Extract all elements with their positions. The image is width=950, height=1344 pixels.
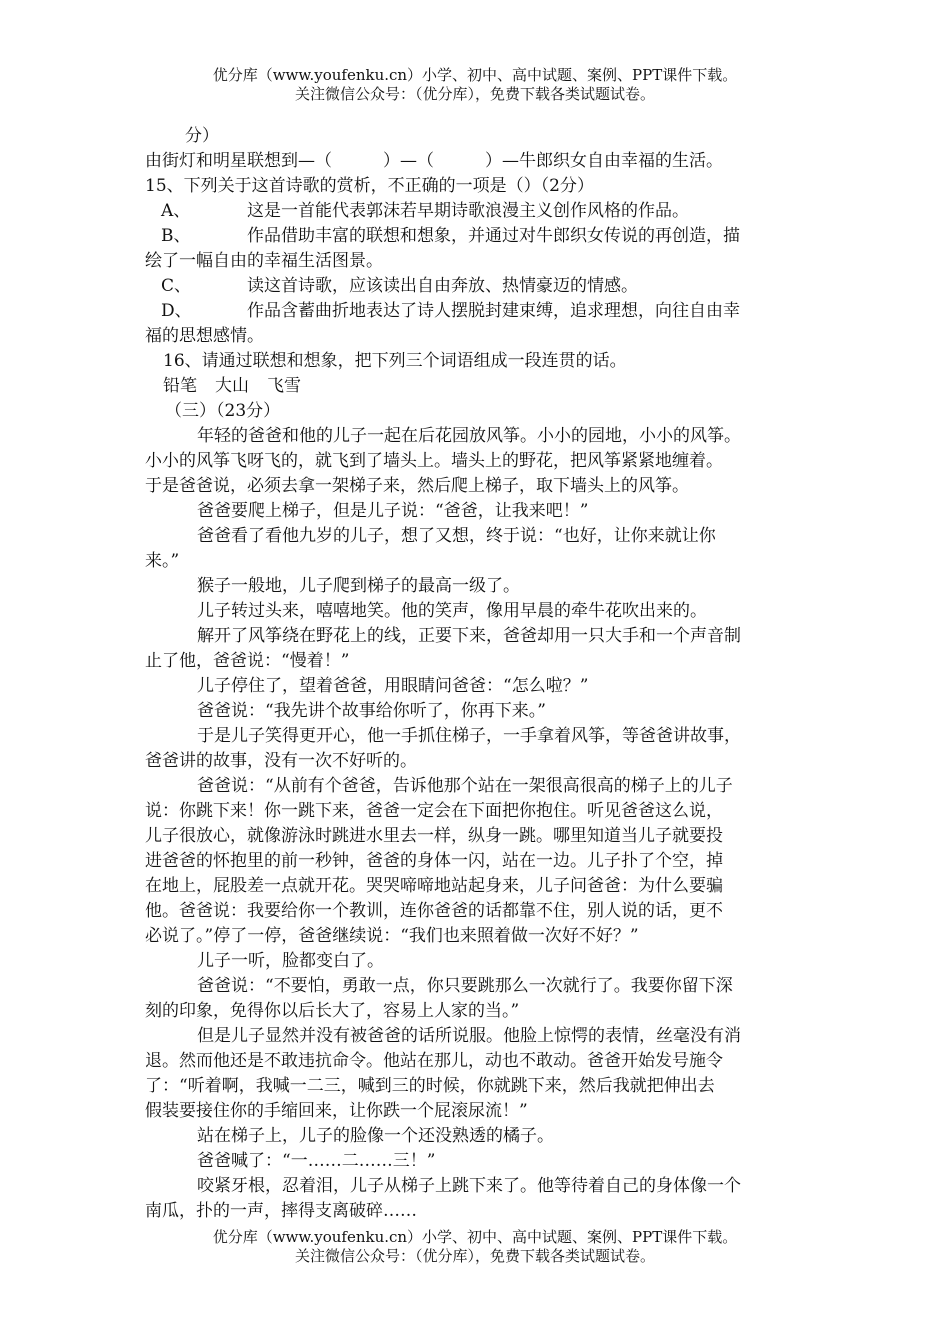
passage-line: 站在梯子上，儿子的脸像一个还没熟透的橘子。 [197,1126,554,1146]
passage-line: 咬紧牙根，忍着泪，儿子从梯子上跳下来了。他等待着自己的身体像一个 [197,1176,741,1196]
passage-line: 假装要接住你的手缩回来，让你跌一个屁滚尿流！” [145,1101,528,1121]
page-header [0,66,950,104]
passage-line: 于是爸爸说，必须去拿一架梯子来，然后爬上梯子，取下墙头上的风筝。 [145,476,689,496]
passage-line: 猴子一般地，儿子爬到梯子的最高一级了。 [197,576,520,596]
passage-line: 儿子很放心，就像游泳时跳进水里去一样，纵身一跳。哪里知道当儿子就要投 [145,826,723,846]
passage-line: 说：你跳下来！你一跳下来，爸爸一定会在下面把你抱住。听见爸爸这么说， [145,801,723,821]
passage-line: 在地上，屁股差一点就开花。哭哭啼啼地站起身来，儿子问爸爸：为什么要骗 [145,876,723,896]
passage-line: 儿子一听，脸都变白了。 [197,951,384,971]
question-15-stem: 15、下列关于这首诗歌的赏析，不正确的一项是（）（2分） [145,176,594,196]
passage-line: 爸爸讲的故事，没有一次不好听的。 [145,751,417,771]
option-b-continued: 绘了一幅自由的幸福生活图景。 [145,251,383,271]
footer-line-2: 关注微信公众号：（优分库），免费下载各类试题试卷。 [294,1247,655,1265]
passage-line: 必说了。”停了一停，爸爸继续说：“我们也来照着做一次好不好？” [145,926,639,946]
option-label: B、 [161,226,191,246]
passage-line: 爸爸说：“从前有个爸爸，告诉他那个站在一架很高很高的梯子上的儿子 [197,776,733,796]
word-2: 大山 [215,376,249,396]
passage-line: 爸爸要爬上梯子，但是儿子说：“爸爸，让我来吧！” [197,501,589,521]
word-1: 铅笔 [163,376,197,396]
option-c [145,274,807,299]
passage-line: 爸爸说：“我先讲个故事给你听了，你再下来。” [197,701,546,721]
passage-line: 了：“听着啊，我喊一二三，喊到三的时候，你就跳下来，然后我就把伸出去 [145,1076,715,1096]
option-a [145,199,807,224]
option-text: 这是一首能代表郭沫若早期诗歌浪漫主义创作风格的作品。 [247,201,689,221]
passage-line: 止了他，爸爸说：“慢着！” [145,651,350,671]
passage-line: 于是儿子笑得更开心，他一手抓住梯子，一手拿着风筝，等爸爸讲故事， [197,726,741,746]
option-text: 作品借助丰富的联想和想象，并通过对牛郎织女传说的再创造，描 [247,226,740,246]
option-label: D、 [161,301,192,321]
option-b [145,224,807,249]
option-d-continued: 福的思想感情。 [145,326,264,346]
header-line-2: 关注微信公众号：（优分库），免费下载各类试题试卷。 [294,85,655,103]
document-body [145,124,807,1224]
passage-line: 小小的风筝飞呀飞的，就飞到了墙头上。墙头上的野花，把风筝紧紧地缠着。 [145,451,723,471]
word-3: 飞雪 [267,376,301,396]
option-label: C、 [161,276,192,296]
header-line-1: 优分库（www.youfenku.cn）小学、初中、高中试题、案例、PPT课件下载。 [212,66,738,84]
question-16-words [145,374,807,399]
passage-line: 进爸爸的怀抱里的前一秒钟，爸爸的身体一闪，站在一边。儿子扑了个空，掉 [145,851,723,871]
option-d [145,299,807,324]
option-label: A、 [161,201,191,221]
passage-line: 解开了风筝绕在野花上的线，正要下来，爸爸却用一只大手和一个声音制 [197,626,741,646]
passage-line: 爸爸喊了：“一……二……三！” [197,1151,436,1171]
passage-line: 年轻的爸爸和他的儿子一起在后花园放风筝。小小的园地，小小的风筝。 [197,426,741,446]
passage-line: 南瓜，扑的一声，摔得支离破碎…… [145,1201,417,1221]
passage-line: 他。爸爸说：我要给你一个教训，连你爸爸的话都靠不住，别人说的话，更不 [145,901,723,921]
option-text: 读这首诗歌，应该读出自由奔放、热情豪迈的情感。 [247,276,638,296]
passage-line: 刻的印象，免得你以后长大了，容易上人家的当。” [145,1001,520,1021]
passage-line: 爸爸说：“不要怕，勇敢一点，你只要跳那么一次就行了。我要你留下深 [197,976,733,996]
passage-line: 儿子停住了，望着爸爸，用眼睛问爸爸：“怎么啦？” [197,676,589,696]
option-text: 作品含蓄曲折地表达了诗人摆脱封建束缚，追求理想，向往自由幸 [247,301,740,321]
question-16-stem: 16、请通过联想和想象，把下列三个词语组成一段连贯的话。 [163,351,627,371]
passage-line: 但是儿子显然并没有被爸爸的话所说服。他脸上惊愕的表情，丝毫没有消 [197,1026,741,1046]
passage-line: 爸爸看了看他九岁的儿子，想了又想，终于说：“也好，让你来就让你 [197,526,716,546]
section-title: （三）（23分） [165,401,281,421]
question-14-text: 由街灯和明星联想到—（ ）—（ ）—牛郎织女自由幸福的生活。 [145,151,723,171]
footer-line-1: 优分库（www.youfenku.cn）小学、初中、高中试题、案例、PPT课件下载。 [212,1228,738,1246]
continued-score: 分） [185,126,219,146]
passage-line: 退。然而他还是不敢违抗命令。他站在那儿，动也不敢动。爸爸开始发号施令 [145,1051,723,1071]
passage-line: 儿子转过头来，嘻嘻地笑。他的笑声，像用早晨的牵牛花吹出来的。 [197,601,707,621]
page-footer [0,1228,950,1266]
passage-line: 来。” [145,551,180,571]
